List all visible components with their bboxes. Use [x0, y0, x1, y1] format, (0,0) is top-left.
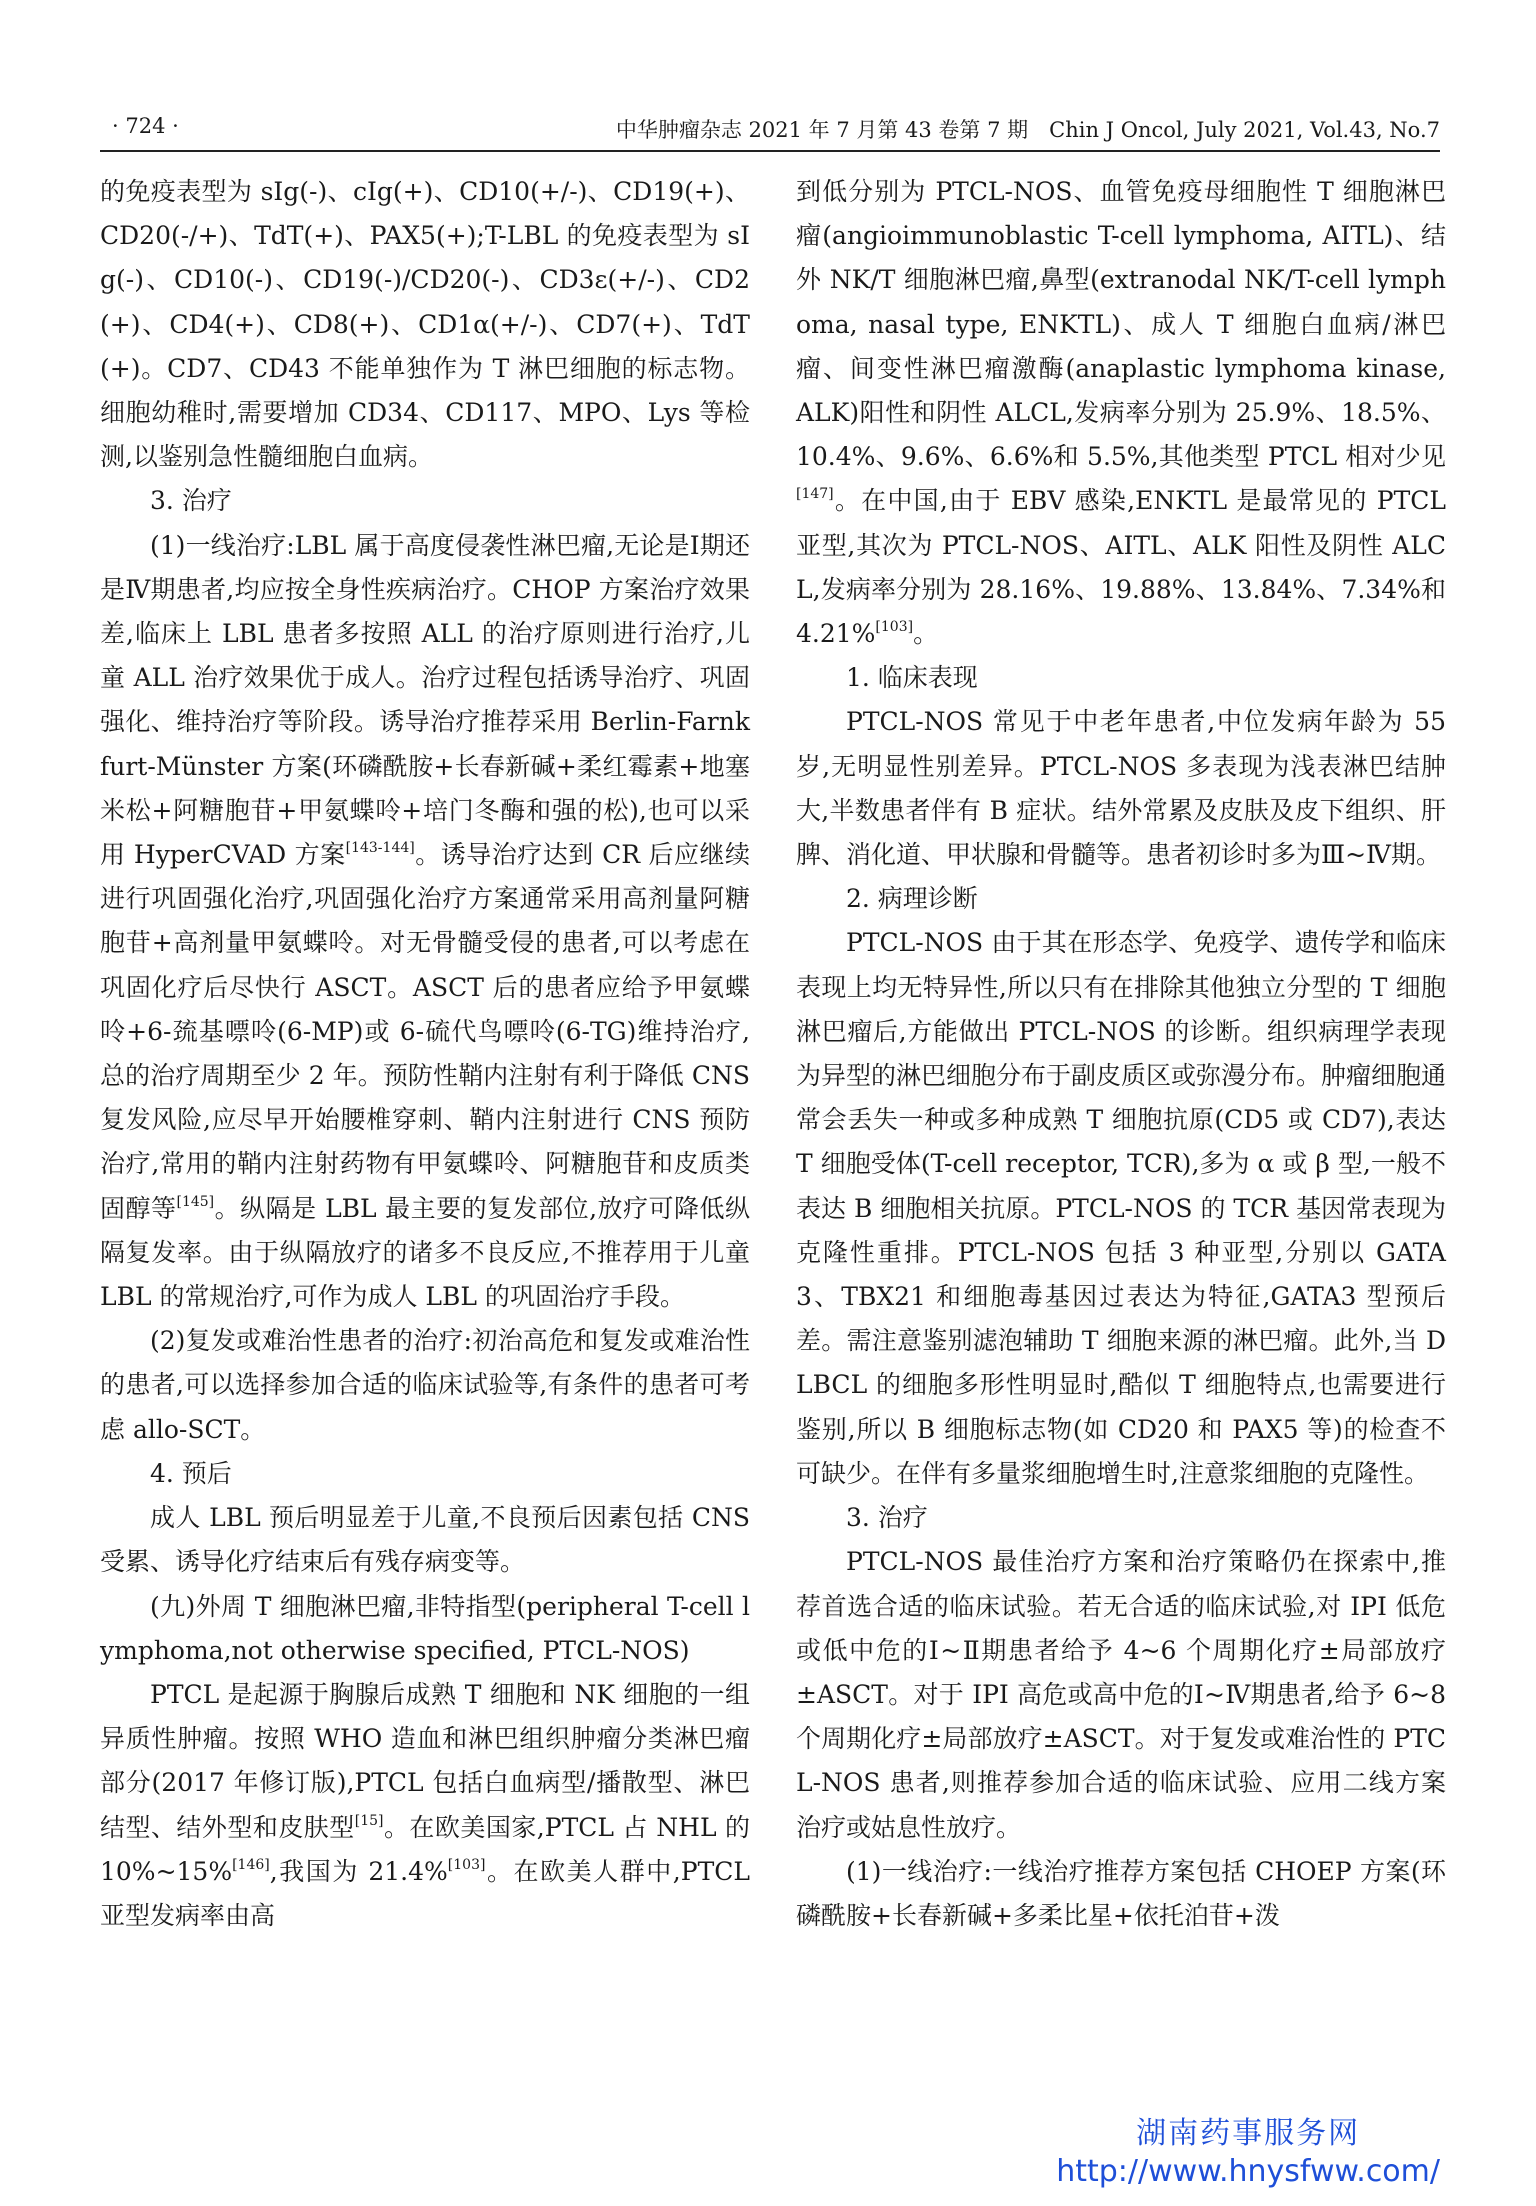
paragraph: (1)一线治疗:LBL 属于高度侵袭性淋巴瘤,无论是Ⅰ期还是Ⅳ期患者,均应按全身性疾病治疗。CHOP 方案治疗效果差,临床上 LBL 患者多按照 ALL 的治疗原则进行治疗,儿童 ALL 治疗效果优于成人。治疗过程包括诱导治疗、巩固强化、维持治疗等阶段。诱导治疗推荐采用 Berlin-Farnkfurt-Münster 方案(环磷酰胺+长春新碱+柔红霉素+地塞米松+阿糖胞苷+甲氨蝶呤+培门冬酶和强的松),也可以采用 HyperCVAD 方案[143-144]。诱导治疗达到 CR 后应继续进行巩固强化治疗,巩固强化治疗方案通常采用高剂量阿糖胞苷+高剂量甲氨蝶呤。对无骨髓受侵的患者,可以考虑在巩固化疗后尽快行 ASCT。ASCT 后的患者应给予甲氨蝶呤+6-巯基嘌呤(6-MP)或 6-硫代鸟嘌呤(6-TG)维持治疗,总的治疗周期至少 2 年。预防性鞘内注射有利于降低 CNS 复发风险,应尽早开始腰椎穿刺、鞘内注射进行 CNS 预防治疗,常用的鞘内注射药物有甲氨蝶呤、阿糖胞苷和皮质类固醇等[145]。纵隔是 LBL 最主要的复发部位,放疗可降低纵隔复发率。由于纵隔放疗的诸多不良反应,不推荐用于儿童 LBL 的常规治疗,可作为成人 LBL 的巩固治疗手段。	[100, 530, 750, 1312]
citation-ref: [147]	[796, 486, 834, 503]
citation-ref: [15]	[354, 1812, 384, 1829]
section-heading: 1. 临床表现	[846, 663, 978, 693]
paragraph: (2)复发或难治性患者的治疗:初治高危和复发或难治性的患者,可以选择参加合适的临床试验等,有条件的患者可考虑 allo-SCT。	[100, 1326, 750, 1444]
paragraph: (1)一线治疗:一线治疗推荐方案包括 CHOEP 方案(环磷酰胺+长春新碱+多柔比星+依托泊苷+泼	[796, 1856, 1446, 1930]
watermark-url: http://www.hnysfww.com/	[1056, 2154, 1440, 2189]
paragraph: PTCL 是起源于胸腺后成熟 T 细胞和 NK 细胞的一组异质性肿瘤。按照 WHO 造血和淋巴组织肿瘤分类淋巴瘤部分(2017 年修订版),PTCL 包括白血病型/播散型、淋巴结型、结外型和皮肤型[15]。在欧美国家,PTCL 占 NHL 的 10%~15%[146],我国为 21.4%[103]。在欧美人群中,PTCL 亚型发病率由高	[100, 1679, 750, 1930]
left-column	[100, 170, 750, 1938]
paragraph: 成人 LBL 预后明显差于儿童,不良预后因素包括 CNS 受累、诱导化疗结束后有残存病变等。	[100, 1503, 750, 1577]
paragraph: 的免疫表型为 sIg(-)、cIg(+)、CD10(+/-)、CD19(+)、CD20(-/+)、TdT(+)、PAX5(+);T-LBL 的免疫表型为 sIg(-)、CD10(-)、CD19(-)/CD20(-)、CD3ε(+/-)、CD2(+)、CD4(+)、CD8(+)、CD1α(+/-)、CD7(+)、TdT(+)。CD7、CD43 不能单独作为 T 淋巴细胞的标志物。细胞幼稚时,需要增加 CD34、CD117、MPO、Lys 等检测,以鉴别急性髓细胞白血病。	[100, 177, 750, 472]
right-column	[796, 170, 1446, 1938]
section-heading: 3. 治疗	[150, 486, 232, 516]
page-number: · 724 ·	[112, 114, 179, 138]
watermark-name: 湖南药事服务网	[1136, 2116, 1361, 2151]
section-heading: 2. 病理诊断	[846, 884, 978, 914]
citation-ref: [103]	[875, 619, 914, 636]
section-heading: 4. 预后	[150, 1458, 232, 1488]
paragraph: PTCL-NOS 最佳治疗方案和治疗策略仍在探索中,推荐首选合适的临床试验。若无合适的临床试验,对 IPI 低危或低中危的Ⅰ~Ⅱ期患者给予 4~6 个周期化疗±局部放疗±ASCT。对于 IPI 高危或高中危的Ⅰ~Ⅳ期患者,给予 6~8 个周期化疗±局部放疗±ASCT。对于复发或难治性的 PTCL-NOS 患者,则推荐参加合适的临床试验、应用二线方案治疗或姑息性放疗。	[796, 1547, 1446, 1842]
citation-ref: [103]	[447, 1856, 486, 1873]
citation-ref: [146]	[232, 1856, 270, 1873]
citation-ref: [145]	[176, 1193, 215, 1210]
journal-citation: 中华肿瘤杂志 2021 年 7 月第 43 卷第 7 期 Chin J Oncol, July 2021, Vol.43, No.7	[615, 118, 1440, 142]
paragraph: PTCL-NOS 常见于中老年患者,中位发病年龄为 55 岁,无明显性别差异。PTCL-NOS 多表现为浅表淋巴结肿大,半数患者伴有 B 症状。结外常累及皮肤及皮下组织、肝脾、消化道、甲状腺和骨髓等。患者初诊时多为Ⅲ~Ⅳ期。	[796, 707, 1446, 870]
citation-ref: [143-144]	[345, 840, 415, 857]
subsection-title: (九)外周 T 细胞淋巴瘤,非特指型(peripheral T-cell lymphoma,not otherwise specified, PTCL-NOS)	[100, 1591, 750, 1665]
paragraph: 到低分别为 PTCL-NOS、血管免疫母细胞性 T 细胞淋巴瘤(angioimmunoblastic T-cell lymphoma, AITL)、结外 NK/T 细胞淋巴瘤,鼻型(extranodal NK/T-cell lymphoma, nasal type, ENKTL)、成人 T 细胞白血病/淋巴瘤、间变性淋巴瘤激酶(anaplastic lymphoma kinase, ALK)阳性和阴性 ALCL,发病率分别为 25.9%、18.5%、10.4%、9.6%、6.6%和 5.5%,其他类型 PTCL 相对少见[147]。在中国,由于 EBV 感染,ENKTL 是最常见的 PTCL 亚型,其次为 PTCL-NOS、AITL、ALK 阳性及阴性 ALCL,发病率分别为 28.16%、19.88%、13.84%、7.34%和 4.21%[103]。	[796, 177, 1446, 649]
paragraph: PTCL-NOS 由于其在形态学、免疫学、遗传学和临床表现上均无特异性,所以只有在排除其他独立分型的 T 细胞淋巴瘤后,方能做出 PTCL-NOS 的诊断。组织病理学表现为异型的淋巴细胞分布于副皮质区或弥漫分布。肿瘤细胞通常会丢失一种或多种成熟 T 细胞抗原(CD5 或 CD7),表达 T 细胞受体(T-cell receptor, TCR),多为 α 或 β 型,一般不表达 B 细胞相关抗原。PTCL-NOS 的 TCR 基因常表现为克隆性重排。PTCL-NOS 包括 3 种亚型,分别以 GATA3、TBX21 和细胞毒基因过表达为特征,GATA3 型预后差。需注意鉴别滤泡辅助 T 细胞来源的淋巴瘤。此外,当 DLBCL 的细胞多形性明显时,酷似 T 细胞特点,也需要进行鉴别,所以 B 细胞标志物(如 CD20 和 PAX5 等)的检查不可缺少。在伴有多量浆细胞增生时,注意浆细胞的克隆性。	[796, 928, 1447, 1488]
site-watermark	[1056, 2115, 1440, 2191]
section-heading: 3. 治疗	[846, 1503, 928, 1533]
running-header	[100, 110, 1440, 152]
